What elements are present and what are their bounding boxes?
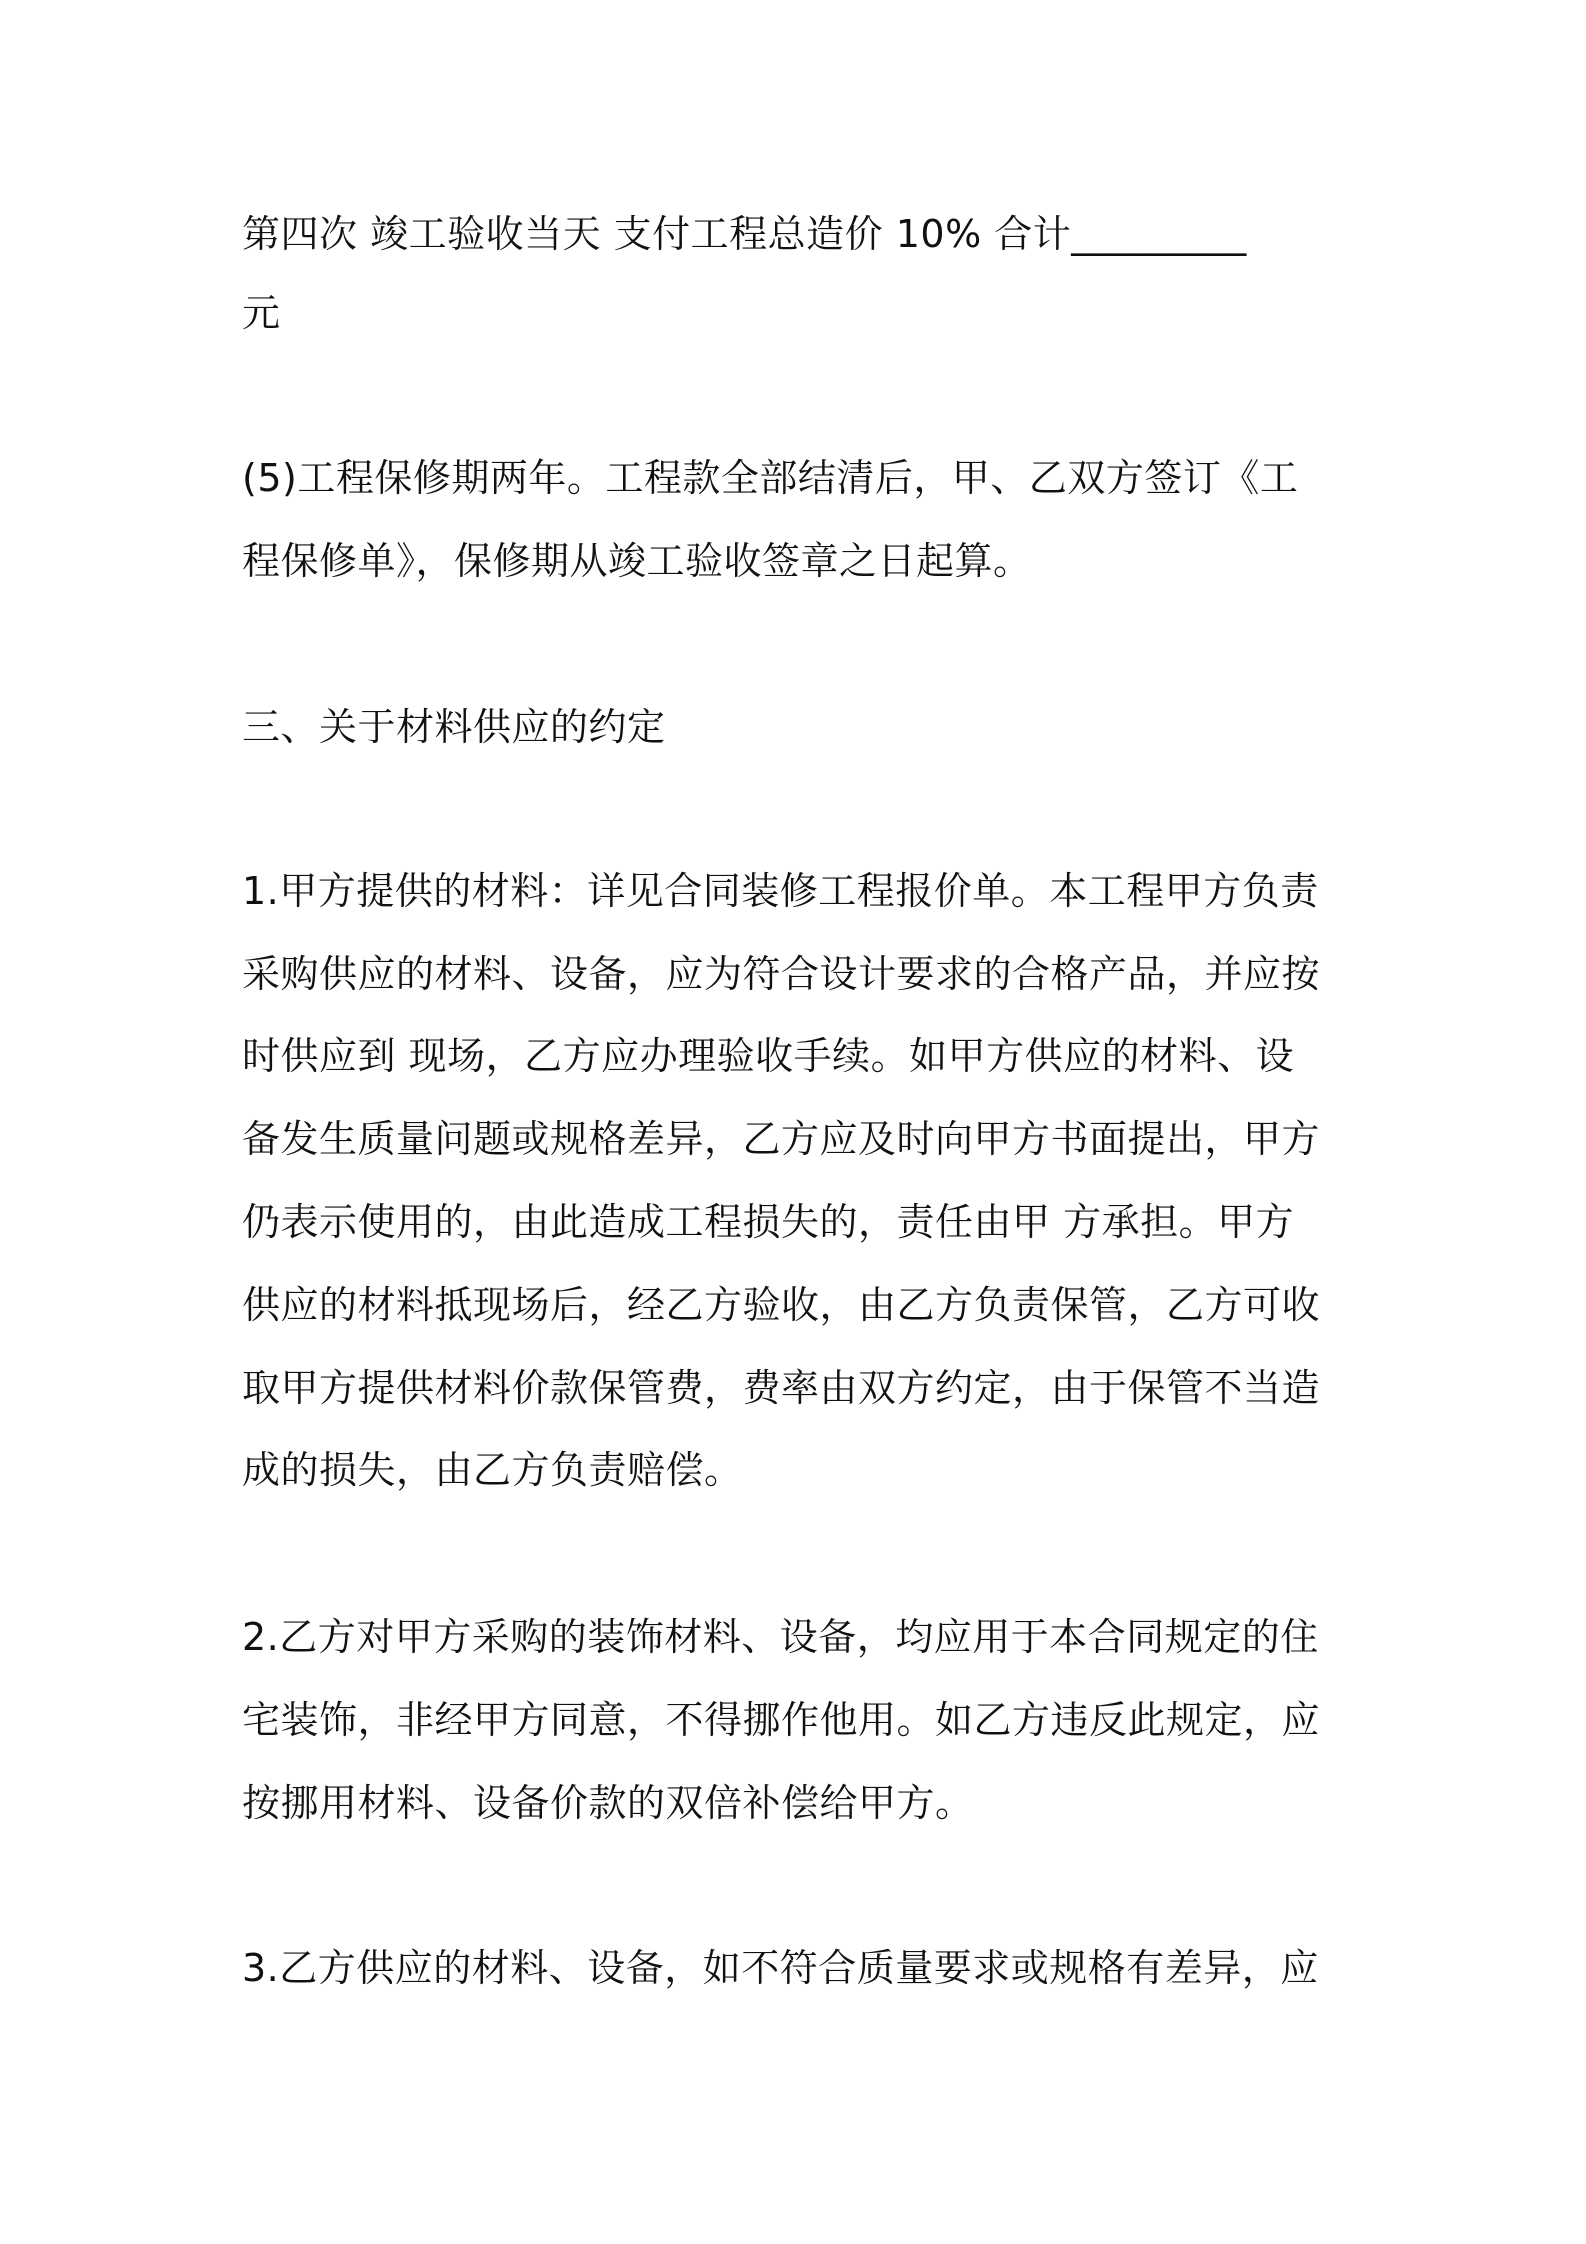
text-line: 程保修单》，保修期从竣工验收签章之日起算。 [242,539,1032,583]
text-line: 取甲方提供材料价款保管费，费率由双方约定，由于保管不当造 [242,1366,1321,1410]
text-line: 按挪用材料、设备价款的双倍补偿给甲方。 [242,1781,974,1825]
text-line: 仍表示使用的，由此造成工程损失的，责任由甲 方承担。甲方 [242,1200,1295,1244]
text-line: 备发生质量问题或规格差异，乙方应及时向甲方书面提出，甲方 [242,1117,1321,1161]
text-line: 第四次 竣工验收当天 支付工程总造价 10% 合计_________ [242,212,1247,256]
text-line: (5)工程保修期两年。工程款全部结清后，甲、乙双方签订《工 [242,456,1299,500]
text-line: 宅装饰，非经甲方同意，不得挪作他用。如乙方违反此规定，应 [242,1698,1321,1742]
text-line: 2.乙方对甲方采购的装饰材料、设备，均应用于本合同规定的住 [242,1615,1319,1659]
text-line: 元 [242,291,281,335]
document-page [242,0,1352,2244]
text-line: 时供应到 现场，乙方应办理验收手续。如甲方供应的材料、设 [242,1034,1295,1078]
text-line: 3.乙方供应的材料、设备，如不符合质量要求或规格有差异，应 [242,1946,1319,1990]
text-line: 成的损失，由乙方负责赔偿。 [242,1448,743,1492]
text-line: 供应的材料抵现场后，经乙方验收，由乙方负责保管，乙方可收 [242,1283,1321,1327]
section-heading: 三、关于材料供应的约定 [242,705,666,749]
text-line: 采购供应的材料、设备，应为符合设计要求的合格产品，并应按 [242,952,1321,996]
text-line: 1.甲方提供的材料：详见合同装修工程报价单。本工程甲方负责 [242,869,1319,913]
